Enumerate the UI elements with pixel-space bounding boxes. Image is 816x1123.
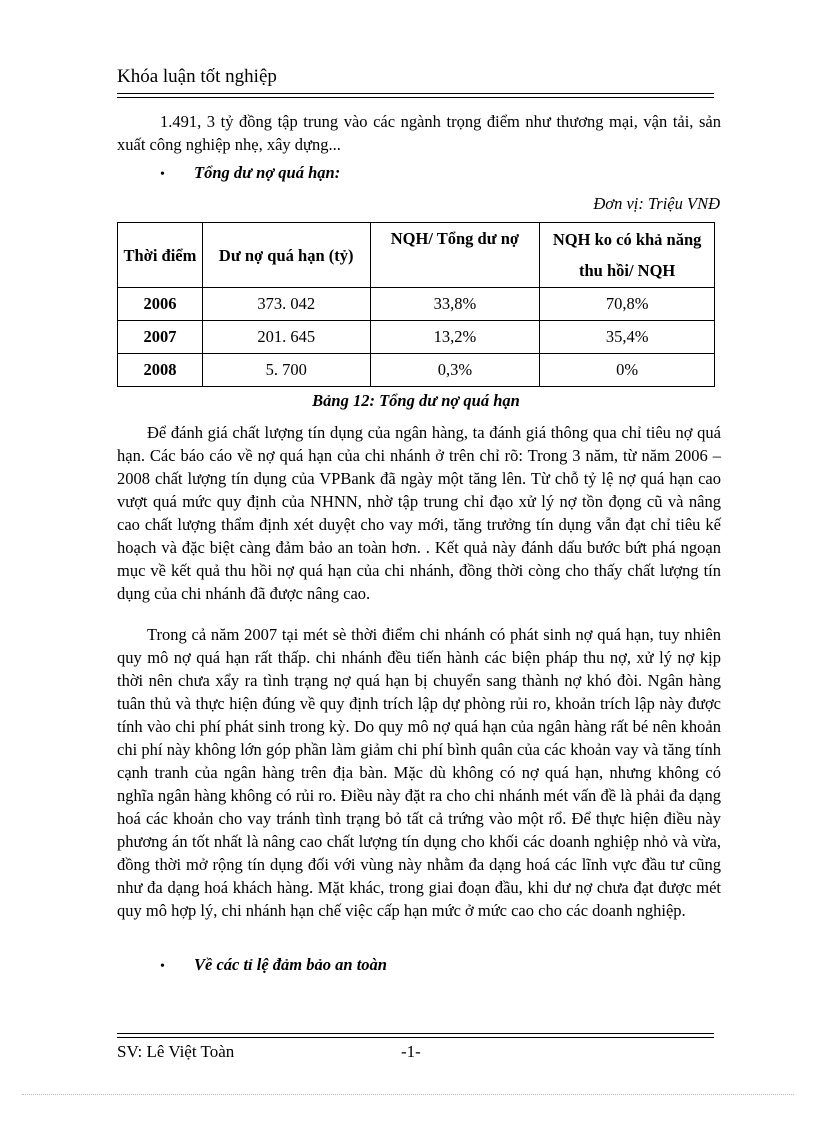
bullet-icon: • xyxy=(160,959,165,974)
overdue-debt-table xyxy=(117,222,715,387)
unit-label: Đơn vị: Triệu VNĐ xyxy=(593,194,720,213)
intro-paragraph: 1.491, 3 tỷ đồng tập trung vào các ngành trọng điểm như thương mại, vận tải, sản xuất công nghiệp nhẹ, xây dựng... xyxy=(117,112,721,154)
header-rule-bottom xyxy=(117,97,714,98)
section-heading-text: Tổng dư nợ quá hạn: xyxy=(194,163,341,182)
table-cell-year: 2008 xyxy=(118,354,203,387)
section-heading-overdue xyxy=(160,163,340,183)
table-header-row xyxy=(118,223,715,288)
table-header-cell: Dư nợ quá hạn (tỷ) xyxy=(202,223,370,288)
header-rule-top xyxy=(117,93,714,94)
body-paragraph-2: Trong cả năm 2007 tại mét sè thời điểm chi nhánh có phát sinh nợ quá hạn, tuy nhiên quy mô nợ quá hạn rất thấp. chi nhánh đều tiến hành các biện pháp thu nợ, xử lý nợ kịp thời nên chưa xẩy ra tình trạng nợ quá hạn bị chuyển sang thành nợ khó đòi. Ngân hàng tuân thủ và thực hiện đúng về quy định trích lập dự phòng rủi ro, khoản trích lập này được tính vào chi phí phát sinh trong kỳ. Do quy mô nợ quá hạn của ngân hàng rất bé nên khoản chi phí này không lớn góp phần làm giảm chi phí bình quân của các khoản vay và tăng tính cạnh tranh của ngân hàng trên địa bàn. Mặc dù không có nợ quá hạn, nhưng không có nghĩa ngân hàng không có rủi ro. Điều này đặt ra cho chi nhánh mét vấn đề là phải đa dạng hoá các khoản cho vay tránh tình trạng bỏ tất cả trứng vào một rổ. Để thực hiện điều này phương án tốt nhất là nâng cao chất lượng tín dụng cho khối các doanh nghiệp nhỏ và vừa, đồng thời mở rộng tín dụng đối với vùng này nhằm đa dạng hoá các lĩnh vực đầu tư cũng như đa dạng hoá khách hàng. Mặt khác, trong giai đoạn đầu, khi dư nợ chưa đạt được mét quy mô hợp lý, chi nhánh hạn chế việc cấp hạn mức ở mức cao cho các doanh nghiệp. xyxy=(117,625,721,920)
table-caption: Bảng 12: Tổng dư nợ quá hạn xyxy=(312,391,520,410)
body-paragraph-1: Để đánh giá chất lượng tín dụng của ngân hàng, ta đánh giá thông qua chỉ tiêu nợ quá hạn. Các báo cáo về nợ quá hạn của chi nhánh ở trên chỉ rõ: Trong 3 năm, từ năm 2006 – 2008 chất lượng tín dụng của VPBank đã ngày một tăng lên. Từ chỗ tỷ lệ nợ quá hạn cao vượt quá mức quy định của NHNN, nhờ tập trung chỉ đạo xử lý nợ tồn đọng cũ và nâng cao chất lượng thẩm định xét duyệt cho vay mới, tăng trưởng tín dụng vẫn đạt chỉ tiêu kế hoạch và đặc biệt càng đảm bảo an toàn hơn. . Kết quả này đánh dấu bước bứt phá ngoạn mục về kết quả thu hồi nợ quá hạn của chi nhánh, đồng thời còng cho thấy chất lượng tín dụng của chi nhánh đã được nâng cao. xyxy=(117,423,721,603)
table-row xyxy=(118,288,715,321)
table-cell-year: 2006 xyxy=(118,288,203,321)
footer-page-number: -1- xyxy=(401,1042,421,1061)
table-cell: 5. 700 xyxy=(202,354,370,387)
table-cell: 201. 645 xyxy=(202,321,370,354)
page-bottom-dotted-line xyxy=(22,1094,794,1095)
table-row xyxy=(118,321,715,354)
table-cell-year: 2007 xyxy=(118,321,203,354)
table-cell: 13,2% xyxy=(370,321,540,354)
table-cell: 33,8% xyxy=(370,288,540,321)
bullet-icon: • xyxy=(160,167,165,182)
table-header-cell: Thời điểm xyxy=(118,223,203,288)
table-cell: 0% xyxy=(540,354,715,387)
table-header-cell: NQH/ Tổng dư nợ xyxy=(370,223,540,288)
footer-author: SV: Lê Việt Toàn xyxy=(117,1042,235,1061)
section-heading-text: Về các tỉ lệ đảm bảo an toàn xyxy=(194,955,387,974)
table-header-cell: NQH ko có khả năng thu hồi/ NQH xyxy=(540,223,715,288)
footer-rule-top xyxy=(117,1033,714,1034)
table-cell: 35,4% xyxy=(540,321,715,354)
table-cell: 0,3% xyxy=(370,354,540,387)
table-cell: 373. 042 xyxy=(202,288,370,321)
table-cell: 70,8% xyxy=(540,288,715,321)
section-heading-safety xyxy=(160,955,387,975)
header-title: Khóa luận tốt nghiệp xyxy=(117,66,277,87)
table-row xyxy=(118,354,715,387)
footer-rule-bottom xyxy=(117,1037,714,1038)
